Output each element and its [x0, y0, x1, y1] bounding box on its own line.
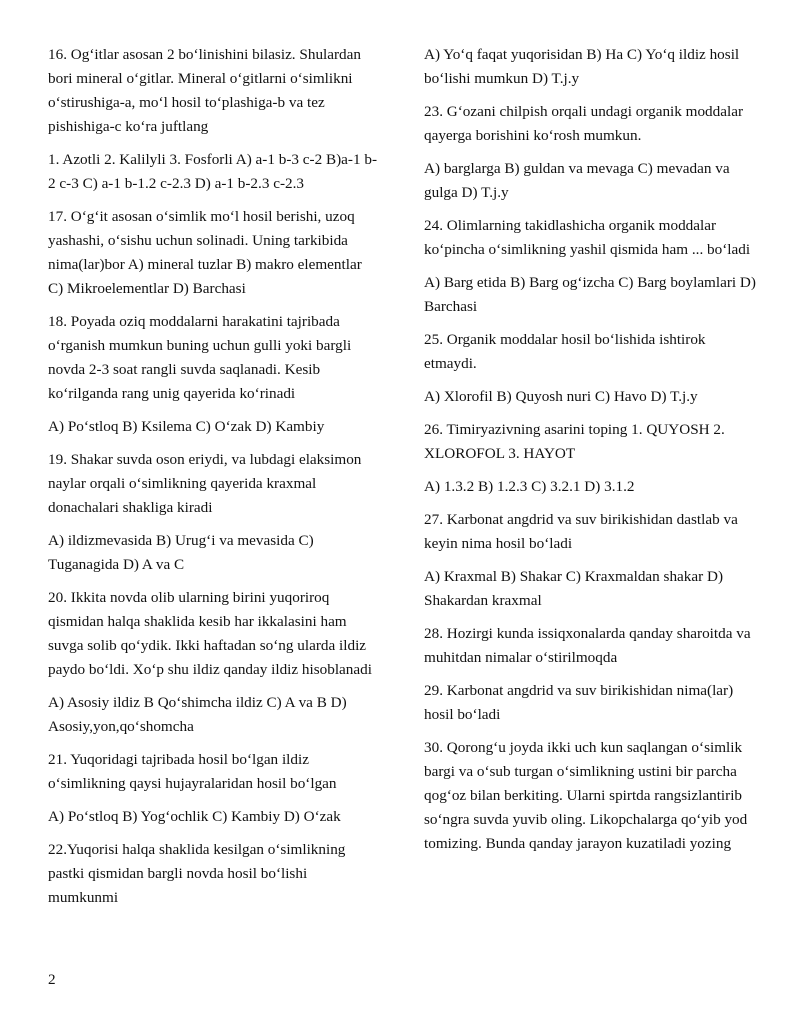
right-column: [424, 43, 758, 865]
left-column: [48, 43, 380, 919]
question-27: 27. Karbonat angdrid va suv birikishidan dastlab va keyin nima hosil bo‘ladi: [424, 511, 738, 552]
question-27-options: A) Kraxmal B) Shakar C) Kraxmaldan shakar D) Shakardan kraxmal: [424, 568, 724, 609]
question-21-options: A) Po‘stloq B) Yog‘ochlik C) Kambiy D) O‘zak: [48, 808, 341, 825]
question-24-options: A) Barg etida B) Barg og‘izcha C) Barg boylamlari D) Barchasi: [424, 274, 756, 315]
question-25-options: A) Xlorofil B) Quyosh nuri C) Havo D) T.j.y: [424, 388, 698, 405]
question-18-options: A) Po‘stloq B) Ksilema C) O‘zak D) Kambiy: [48, 418, 325, 435]
question-26-options: A) 1.3.2 B) 1.2.3 C) 3.2.1 D) 3.1.2: [424, 478, 635, 495]
question-25: 25. Organik moddalar hosil bo‘lishida ishtirok etmaydi.: [424, 331, 706, 372]
question-23-options: A) barglarga B) guldan va mevaga C) mevadan va gulga D) T.j.y: [424, 160, 730, 201]
question-20-options: A) Asosiy ildiz B Qo‘shimcha ildiz C) A va B D) Asosiy,yon,qo‘shomcha: [48, 694, 347, 735]
question-30: 30. Qorong‘u joyda ikki uch kun saqlangan o‘simlik bargi va o‘sub turgan o‘simlikning ustini bir parcha qog‘oz bilan berkiting. Ularni spirtda rangsizlantirib so‘ngra suvda yuvib oling. Likopchalarga qo‘yib yod tomizing. Bunda qanday jarayon kuzatiladi yozing: [424, 739, 748, 852]
question-22-options: A) Yo‘q faqat yuqorisidan B) Ha C) Yo‘q ildiz hosil bo‘lishi mumkun D) T.j.y: [424, 46, 740, 87]
question-19-options: A) ildizmevasida B) Urug‘i va mevasida C) Tuganagida D) A va C: [48, 532, 314, 573]
question-19: 19. Shakar suvda oson eriydi, va lubdagi elaksimon naylar orqali o‘simlikning qayerida kraxmal donachalari shakliga kiradi: [48, 451, 362, 516]
question-28: 28. Hozirgi kunda issiqxonalarda qanday sharoitda va muhitdan nimalar o‘stirilmoqda: [424, 625, 751, 666]
question-16: 16. Og‘itlar asosan 2 bo‘linishini bilasiz. Shulardan bori mineral o‘gitlar. Mineral o‘gitlarni o‘simlikni o‘stirushiga-a, mo‘l hosil to‘plashiga-b va tez pishishiga-c ko‘ra juftlang: [48, 46, 361, 135]
question-22: 22.Yuqorisi halqa shaklida kesilgan o‘simlikning pastki qismidan bargli novda hosil bo‘lishi mumkunmi: [48, 841, 346, 906]
question-23: 23. G‘ozani chilpish orqali undagi organik moddalar qayerga borishini ko‘rosh mumkun.: [424, 103, 744, 144]
question-16-options: 1. Azotli 2. Kalilyli 3. Fosforli A) a-1 b-3 c-2 B)a-1 b-2 c-3 C) a-1 b-1.2 c-2.3 D) a-1 b-2.3 c-2.3: [48, 151, 378, 192]
question-26: 26. Timiryazivning asarini toping 1. QUYOSH 2. XLOROFOL 3. HAYOT: [424, 421, 725, 462]
page-number: 2: [48, 971, 56, 988]
question-29: 29. Karbonat angdrid va suv birikishidan nima(lar) hosil bo‘ladi: [424, 682, 734, 723]
question-20: 20. Ikkita novda olib ularning birini yuqoriroq qismidan halqa shaklida kesib har ikkalasini ham suvga solib qo‘ydik. Ikki haftadan so‘ng ularda ildiz paydo bo‘ldi. Xo‘p shu ildiz qanday ildiz hisoblanadi: [48, 589, 372, 678]
question-18: 18. Poyada oziq moddalarni harakatini tajribada o‘rganish mumkun buning uchun gulli yoki bargli novda 2-3 soat rangli suvda saqlanadi. Kesib ko‘rilganda rang unig qayerida ko‘rinadi: [48, 313, 352, 402]
question-17: 17. O‘g‘it asosan o‘simlik mo‘l hosil berishi, uzoq yashashi, o‘sishu uchun solinadi. Uning tarkibida nima(lar)bor A) mineral tuzlar B) makro elementlar C) Mikroelementlar D) Barchasi: [48, 208, 362, 297]
question-21: 21. Yuqoridagi tajribada hosil bo‘lgan ildiz o‘simlikning qaysi hujayralaridan hosil bo‘lgan: [48, 751, 337, 792]
question-24: 24. Olimlarning takidlashicha organik moddalar ko‘pincha o‘simlikning yashil qismida ham ... bo‘ladi: [424, 217, 751, 258]
